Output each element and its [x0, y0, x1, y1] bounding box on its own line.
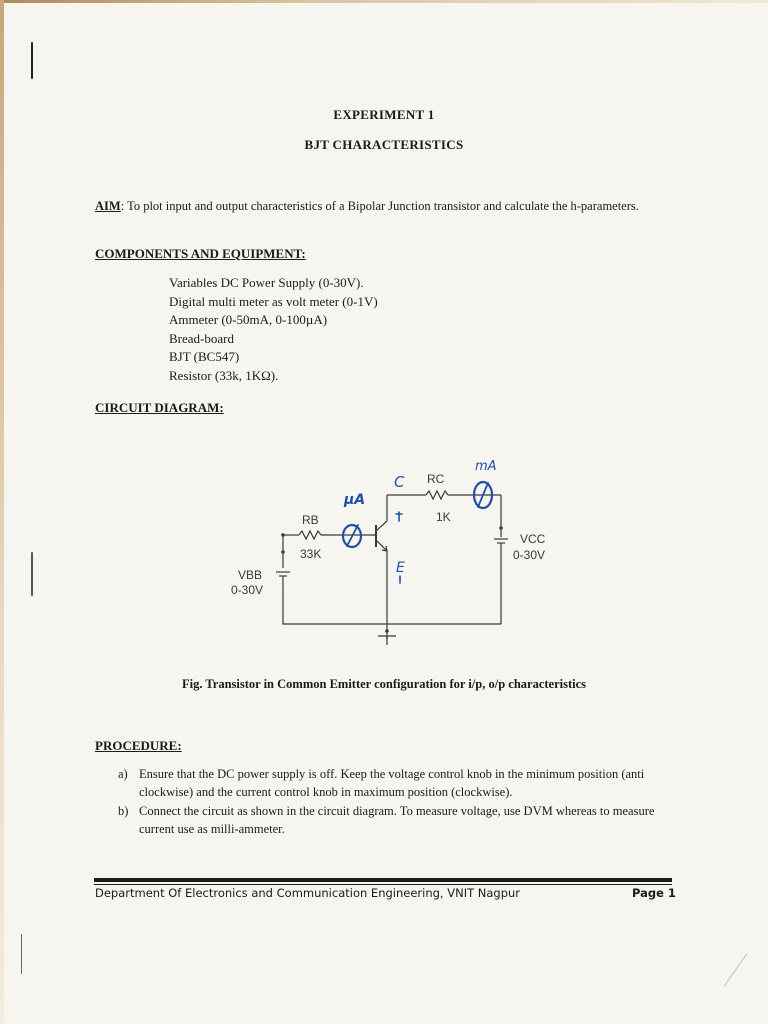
binder-mark-top: [31, 42, 33, 79]
binder-mark-bottom: [21, 934, 22, 974]
page-left-edge: [0, 0, 4, 1024]
experiment-title: EXPERIMENT 1: [333, 107, 435, 122]
collector-pin-label: C: [394, 473, 405, 491]
component-item: Digital multi meter as volt meter (0-1V): [169, 293, 378, 309]
junction-dot: [281, 550, 285, 554]
rc-resistor-symbol: [426, 491, 448, 499]
component-item: Variables DC Power Supply (0-30V).: [169, 275, 364, 290]
junction-dot: [281, 533, 285, 537]
emitter-pin-label: E: [396, 560, 405, 576]
procedure-step-marker: b): [118, 804, 129, 818]
rb-label: RB: [302, 513, 319, 527]
procedure-step-text: Ensure that the DC power supply is off. Keep the voltage control knob in the minimum position (anti clockwise) and the current control knob in maximum position (clockwise).: [139, 767, 645, 799]
circuit-diagram: [220, 455, 560, 655]
experiment-subtitle: BJT CHARACTERISTICS: [304, 137, 464, 152]
vcc-range-label: 0-30V: [513, 548, 546, 562]
rb-value-label: 33K: [300, 547, 322, 561]
page-top-edge: [0, 0, 768, 3]
components-heading: COMPONENTS AND EQUIPMENT:: [95, 246, 306, 261]
ground-rail-wire: [283, 592, 501, 624]
component-item: Resistor (33k, 1KΩ).: [169, 367, 279, 383]
components-list: [169, 274, 378, 385]
junction-dot: [499, 526, 503, 530]
procedure-step-marker: a): [118, 767, 128, 781]
rc-label: RC: [427, 472, 445, 486]
footer-rule-thin: [94, 884, 672, 885]
circuit-heading: CIRCUIT DIAGRAM:: [95, 400, 224, 415]
rc-value-label: 1K: [436, 510, 451, 524]
procedure-step: [118, 765, 678, 801]
component-item: Ammeter (0-50mA, 0-100µA): [169, 312, 328, 327]
component-item: Bread-board: [169, 330, 234, 346]
vcc-label: VCC: [520, 532, 546, 546]
collector-meter-label: mA: [475, 459, 497, 474]
procedure-step-text: Connect the circuit as shown in the circuit diagram. To measure voltage, use DVM whereas to measure current use as milli-ammeter.: [139, 804, 655, 836]
transistor-emitter-leg: [376, 540, 387, 551]
procedure-step: [118, 802, 678, 838]
footer-page-number: Page 1: [632, 886, 676, 900]
component-item: BJT (BC547): [169, 349, 240, 364]
procedure-heading: PROCEDURE:: [95, 738, 182, 753]
transistor-collector-leg: [376, 521, 387, 531]
junction-dot: [385, 629, 389, 633]
base-meter-label: µA: [344, 492, 366, 508]
footer-department: Department Of Electronics and Communication Engineering, VNIT Nagpur: [95, 886, 521, 900]
aim-text: : To plot input and output characteristics of a Bipolar Junction transistor and calculate the h-parameters.: [120, 199, 639, 213]
vbb-label: VBB: [238, 568, 263, 582]
procedure-list: [118, 765, 678, 839]
footer-rule: [94, 878, 672, 882]
margin-scratch: [724, 953, 748, 986]
binder-mark-middle: [31, 552, 33, 596]
aim-label: AIM: [95, 199, 121, 213]
aim-paragraph: [95, 196, 675, 216]
vbb-range-label: 0-30V: [231, 583, 264, 597]
rb-resistor-symbol: [299, 531, 321, 539]
figure-caption: Fig. Transistor in Common Emitter configuration for i/p, o/p characteristics: [181, 677, 587, 691]
